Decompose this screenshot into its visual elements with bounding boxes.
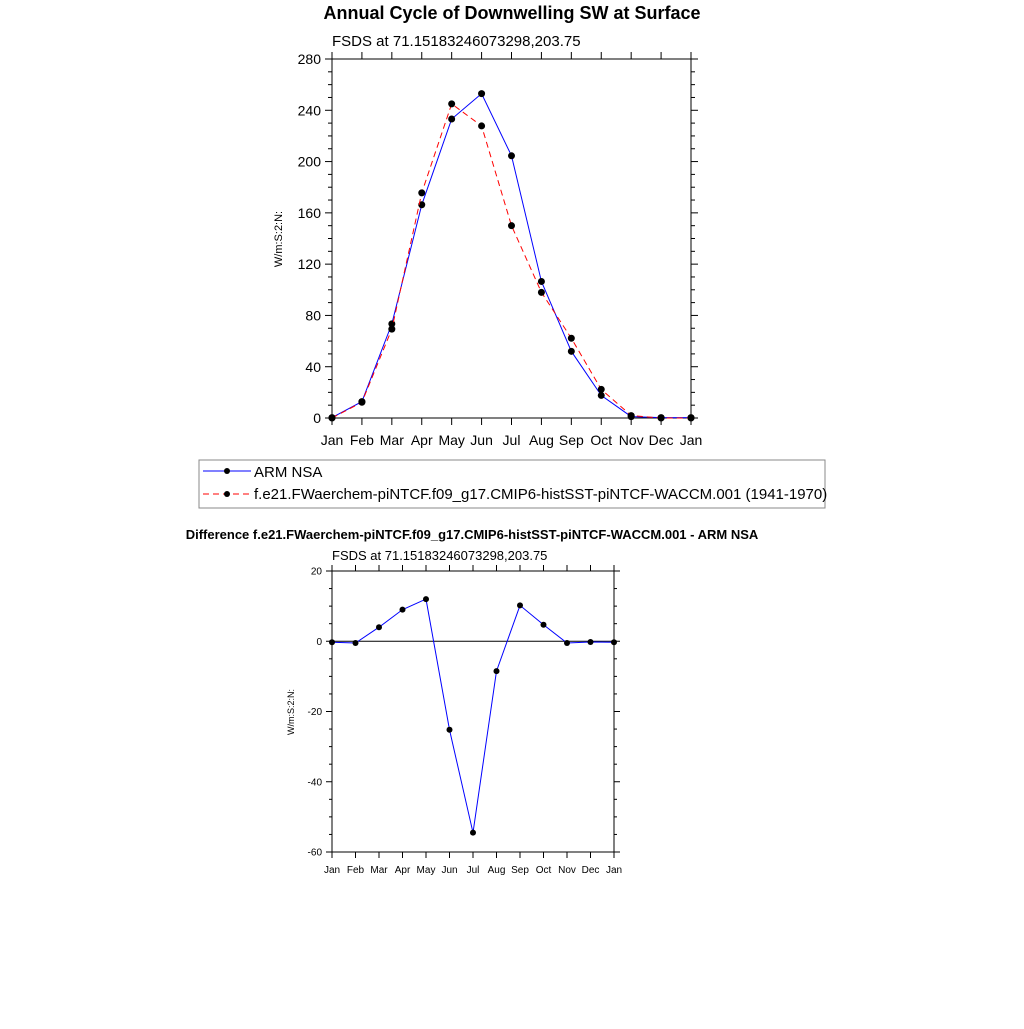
x-tick-label: Jan bbox=[605, 865, 623, 876]
x-tick-label: Jun bbox=[441, 865, 458, 876]
x-tick-label: Apr bbox=[394, 865, 411, 876]
x-tick-label: Aug bbox=[487, 865, 506, 876]
y-tick-label: 200 bbox=[297, 153, 321, 170]
series-layer bbox=[329, 90, 695, 421]
series-line-1 bbox=[332, 104, 691, 418]
data-point-0-7 bbox=[494, 668, 500, 674]
chart-subtitle: FSDS at 71.15183246073298,203.75 bbox=[332, 33, 581, 50]
series-line-0 bbox=[332, 94, 691, 418]
data-point-1-5 bbox=[478, 122, 485, 129]
y-tick-label: -20 bbox=[307, 707, 322, 719]
x-tick-label: Aug bbox=[528, 432, 554, 448]
plot-frame bbox=[332, 59, 691, 418]
legend-marker-arm-nsa bbox=[224, 468, 230, 474]
data-point-0-6 bbox=[508, 152, 515, 159]
x-tick-label: Sep bbox=[511, 865, 529, 876]
data-point-0-1 bbox=[353, 640, 359, 646]
x-tick-label: Jul bbox=[466, 865, 480, 876]
difference-subtitle: FSDS at 71.15183246073298,203.75 bbox=[332, 548, 548, 563]
data-point-0-11 bbox=[588, 639, 594, 645]
data-point-0-2 bbox=[376, 624, 382, 630]
x-tick-label: Feb bbox=[349, 432, 374, 448]
x-tick-label: Apr bbox=[410, 432, 433, 448]
y-tick-label: 40 bbox=[305, 358, 321, 375]
data-point-1-11 bbox=[658, 415, 665, 422]
y-axis-label: W/m:S:2:N: bbox=[273, 210, 285, 268]
y-tick-label: 80 bbox=[305, 307, 321, 324]
x-tick-label: May bbox=[416, 865, 436, 876]
x-tick-label: Jan bbox=[679, 432, 703, 448]
data-point-0-8 bbox=[568, 348, 575, 355]
y-tick-label: 0 bbox=[316, 636, 322, 648]
x-tick-label: Jan bbox=[323, 865, 341, 876]
x-tick-label: Feb bbox=[346, 865, 365, 876]
x-tick-label: Oct bbox=[590, 432, 613, 448]
data-point-0-9 bbox=[598, 392, 605, 399]
data-point-0-8 bbox=[517, 602, 523, 608]
data-point-1-0 bbox=[329, 415, 336, 422]
y-tick-label: 280 bbox=[297, 51, 321, 68]
x-tick-label: Nov bbox=[558, 865, 576, 876]
data-point-1-12 bbox=[688, 415, 695, 422]
x-tick-label: Mar bbox=[379, 432, 404, 448]
data-point-0-5 bbox=[447, 727, 453, 733]
legend-entry-arm-nsa: ARM NSA bbox=[254, 464, 323, 481]
x-tick-label: Nov bbox=[618, 432, 644, 448]
data-point-1-8 bbox=[568, 335, 575, 342]
x-tick-label: Dec bbox=[581, 865, 600, 876]
data-point-0-6 bbox=[470, 830, 476, 836]
difference-plot-area bbox=[308, 565, 623, 876]
data-point-1-1 bbox=[358, 399, 365, 406]
y-tick-label: -60 bbox=[307, 847, 322, 859]
chart-title: Annual Cycle of Downwelling SW at Surface bbox=[323, 3, 701, 23]
plot-frame bbox=[332, 571, 614, 852]
difference-series-layer bbox=[329, 596, 617, 836]
plot-area bbox=[298, 51, 703, 448]
y-tick-label: 20 bbox=[310, 566, 322, 578]
data-point-1-6 bbox=[508, 222, 515, 229]
x-tick-label: Oct bbox=[535, 865, 552, 876]
y-tick-label: 120 bbox=[297, 256, 321, 273]
data-point-1-2 bbox=[388, 326, 395, 333]
y-tick-label: 160 bbox=[297, 204, 321, 221]
y-tick-label: -40 bbox=[307, 777, 322, 789]
data-point-0-3 bbox=[400, 607, 406, 613]
data-point-0-10 bbox=[564, 640, 570, 646]
difference-chart bbox=[186, 527, 759, 876]
data-point-0-7 bbox=[538, 278, 545, 285]
data-point-1-10 bbox=[628, 412, 635, 419]
annual-cycle-chart bbox=[199, 3, 827, 508]
legend-entry-model: f.e21.FWaerchem-piNTCF.f09_g17.CMIP6-histSST-piNTCF-WACCM.001 (1941-1970) bbox=[254, 486, 828, 503]
data-point-1-9 bbox=[598, 386, 605, 393]
y-tick-label: 0 bbox=[313, 410, 321, 427]
data-point-1-4 bbox=[448, 100, 455, 107]
difference-y-axis-label: W/m:S:2:N: bbox=[286, 688, 296, 736]
data-point-1-3 bbox=[418, 189, 425, 196]
x-tick-label: Jul bbox=[502, 432, 521, 448]
data-point-0-4 bbox=[423, 596, 429, 602]
legend bbox=[199, 460, 827, 508]
difference-title: Difference f.e21.FWaerchem-piNTCF.f09_g17.CMIP6-histSST-piNTCF-WACCM.001 - ARM NSA bbox=[185, 527, 759, 542]
x-tick-label: Sep bbox=[558, 432, 584, 448]
data-point-0-0 bbox=[329, 639, 335, 645]
x-tick-label: Jun bbox=[470, 432, 493, 448]
data-point-0-5 bbox=[478, 90, 485, 97]
data-point-0-4 bbox=[448, 116, 455, 123]
legend-marker-model bbox=[224, 491, 230, 497]
data-point-1-7 bbox=[538, 289, 545, 296]
x-tick-label: Mar bbox=[370, 865, 388, 876]
data-point-0-12 bbox=[611, 639, 617, 645]
x-tick-label: May bbox=[438, 432, 465, 448]
y-tick-label: 240 bbox=[297, 102, 321, 119]
x-tick-label: Dec bbox=[648, 432, 674, 448]
series-line-0 bbox=[332, 599, 614, 833]
x-tick-label: Jan bbox=[320, 432, 344, 448]
data-point-0-9 bbox=[541, 622, 547, 628]
